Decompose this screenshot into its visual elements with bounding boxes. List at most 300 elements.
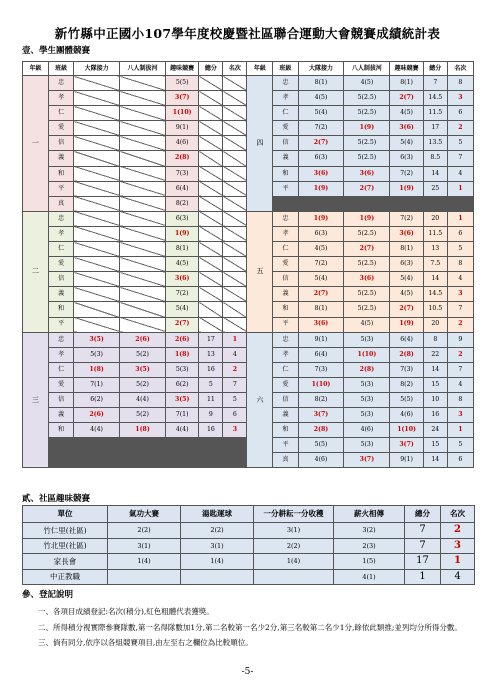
score-cell: 5 [199,377,223,392]
score-cell: 7(3) [165,166,198,181]
score-cell: 16 [423,408,447,423]
score-cell [223,106,247,121]
score-cell: 2 [447,317,473,332]
score-cell [223,257,247,272]
score-cell: 6 [447,106,473,121]
score-cell: 3(6) [344,272,390,287]
table-row [23,538,475,554]
score-cell [223,302,247,317]
score-cell [120,257,166,272]
score-cell: 2 [447,121,473,136]
score-cell: 10.5 [423,302,447,317]
score-cell: 14.5 [423,287,447,302]
class-cell: 孝 [49,91,74,106]
score-cell: 3(7) [298,408,344,423]
score-cell: 5(2.5) [344,302,390,317]
score-cell [181,569,254,585]
score-cell: 14 [423,362,447,377]
score-cell: 7(2) [390,211,423,226]
score-cell [199,317,223,332]
score-cell: 4(4) [165,423,198,438]
score-cell: 5(3) [344,392,390,407]
score-cell: 2(6) [74,408,120,423]
score-cell [199,242,223,257]
score-cell [120,181,166,196]
score-cell: 5(4) [298,272,344,287]
score-cell: 5 [223,392,247,407]
class-cell: 和 [273,302,298,317]
score-cell [199,76,223,91]
score-cell [120,91,166,106]
score-cell [120,242,166,257]
score-cell [223,91,247,106]
score-cell: 3(7) [390,438,423,453]
score-cell [108,569,181,585]
column-header: 年級 [247,62,273,76]
score-cell: 7(3) [390,362,423,377]
column-header: 八人制拔河 [344,62,390,76]
class-cell: 仁 [49,362,74,377]
score-cell: 2(7) [390,302,423,317]
column-header: 一分耕耘一分收穫 [254,506,334,523]
class-cell: 仁 [273,106,298,121]
column-header: 班級 [49,62,74,76]
column-header: 大隊接力 [298,62,344,76]
score-cell: 3 [447,408,473,423]
class-cell: 孝 [273,347,298,362]
score-cell: 1(9) [165,226,198,241]
score-cell: 25 [423,181,447,196]
score-cell: 4(6) [390,408,423,423]
class-cell: 平 [273,181,298,196]
score-cell: 11.5 [423,106,447,121]
score-cell [223,166,247,181]
column-header: 八人制拔河 [120,62,166,76]
table-header-row [23,506,475,523]
column-header: 名次 [441,506,475,523]
score-cell [199,226,223,241]
class-cell: 忠 [49,76,74,91]
score-cell: 7 [447,302,473,317]
score-cell: 13.5 [423,136,447,151]
score-cell: 8(1) [298,76,344,91]
score-cell [74,438,120,453]
score-cell: 1(9) [344,121,390,136]
score-cell: 9(1) [298,332,344,347]
class-cell: 愛 [49,121,74,136]
score-cell: 4(5) [298,242,344,257]
score-cell [120,121,166,136]
score-cell [120,453,166,468]
score-cell: 24 [423,423,447,438]
grade-cell: 二 [23,211,49,332]
score-cell: 1(8) [74,362,120,377]
score-cell: 2(3) [334,538,405,554]
score-cell [223,438,247,453]
score-cell: 3(1) [181,538,254,554]
score-cell: 5(2.5) [344,91,390,106]
score-cell: 7 [223,377,247,392]
score-cell: 13 [423,242,447,257]
score-cell: 2 [223,362,247,377]
class-cell: 義 [49,287,74,302]
score-cell: 5 [447,438,473,453]
page-title: 新竹縣中正國小107學年度校慶暨社區聯合運動大會競賽成績統計表 [54,26,441,41]
score-cell: 2(7) [165,317,198,332]
class-cell: 和 [273,166,298,181]
class-cell: 和 [49,423,74,438]
score-cell: 6 [447,453,473,468]
score-cell: 8 [447,392,473,407]
class-cell: 信 [49,392,74,407]
score-cell: 4 [447,377,473,392]
score-cell: 6(3) [390,257,423,272]
score-cell: 6(2) [165,377,198,392]
score-cell: 6(3) [298,151,344,166]
class-cell: 信 [49,136,74,151]
class-cell: 義 [273,287,298,302]
score-cell: 11 [199,392,223,407]
score-cell: 3(1) [108,538,181,554]
score-cell: 5(5) [298,438,344,453]
score-cell: 6(2) [74,392,120,407]
score-cell [223,287,247,302]
score-cell: 20 [423,211,447,226]
score-cell: 17 [423,121,447,136]
table-row [23,569,475,585]
score-cell: 1(10) [165,106,198,121]
score-cell: 6 [223,408,247,423]
score-cell: 6(3) [390,151,423,166]
score-cell [74,272,120,287]
class-cell: 義 [273,408,298,423]
score-cell: 1 [223,332,247,347]
class-cell [273,196,298,211]
score-cell: 16 [199,423,223,438]
score-cell: 3(6) [390,226,423,241]
table-header-row [23,62,474,76]
score-cell: 5(2.5) [344,226,390,241]
score-cell: 5(5) [165,76,198,91]
score-cell: 8 [447,76,473,91]
score-cell: 8 [423,332,447,347]
score-cell [199,121,223,136]
score-cell: 1 [405,569,441,585]
score-cell: 1(4) [254,554,334,570]
score-cell: 5(2.5) [344,106,390,121]
score-cell [199,438,223,453]
class-cell: 忠 [49,332,74,347]
score-cell: 2(7) [390,91,423,106]
score-cell: 1(8) [165,347,198,362]
class-cell: 真 [273,453,298,468]
score-cell: 8(1) [390,76,423,91]
column-header: 總分 [423,62,447,76]
class-cell: 孝 [273,91,298,106]
score-cell: 4(5) [165,257,198,272]
score-cell: 3(1) [254,523,334,539]
score-cell: 8(2) [165,196,198,211]
score-cell: 7 [447,151,473,166]
score-cell [390,196,423,211]
score-cell: 3 [441,538,475,554]
column-header: 湯匙運球 [181,506,254,523]
score-cell [74,166,120,181]
class-cell: 忠 [273,76,298,91]
score-cell: 4(6) [344,423,390,438]
class-cell: 平 [49,317,74,332]
score-cell [223,121,247,136]
score-cell: 1 [447,181,473,196]
score-cell: 8(1) [165,242,198,257]
score-cell [223,272,247,287]
class-cell: 平 [273,438,298,453]
score-cell [223,76,247,91]
score-cell: 17 [199,332,223,347]
score-cell [223,453,247,468]
score-cell: 2(8) [298,423,344,438]
score-cell: 2 [441,523,475,539]
score-cell: 5(3) [344,332,390,347]
score-cell: 3 [447,91,473,106]
score-cell: 8(2) [390,377,423,392]
score-cell [165,453,198,468]
score-cell: 5(2) [120,347,166,362]
section1-heading: 壹、學生團體競賽 [22,46,91,56]
class-cell: 愛 [273,121,298,136]
score-cell: 4(5) [344,76,390,91]
score-cell: 4 [223,347,247,362]
grade-cell: 一 [23,76,49,212]
score-cell: 5(3) [344,408,390,423]
score-cell: 9 [447,332,473,347]
score-cell [120,196,166,211]
score-cell: 7(1) [165,408,198,423]
score-cell [199,151,223,166]
score-cell: 4(4) [120,392,166,407]
score-cell [74,136,120,151]
score-cell [120,166,166,181]
score-cell: 3(5) [165,392,198,407]
score-cell [199,453,223,468]
score-cell: 6(3) [165,211,198,226]
score-cell: 5(2.5) [344,257,390,272]
score-cell: 2(2) [181,523,254,539]
column-header: 薪火相傳 [334,506,405,523]
score-cell [298,196,344,211]
score-cell [74,121,120,136]
score-cell: 10 [423,392,447,407]
score-cell: 1(10) [298,377,344,392]
class-cell: 仁 [49,106,74,121]
score-cell: 5(3) [344,377,390,392]
section3-heading: 參、登記說明 [22,590,74,600]
score-cell: 1(10) [390,423,423,438]
score-cell: 15 [423,438,447,453]
score-cell [423,196,447,211]
class-cell: 義 [49,151,74,166]
score-cell: 4(4) [74,423,120,438]
grade-cell: 五 [247,211,273,332]
class-cell: 信 [273,272,298,287]
score-cell: 5(4) [165,302,198,317]
score-cell: 3(7) [344,453,390,468]
class-cell: 仁 [49,242,74,257]
class-cell: 愛 [273,377,298,392]
grade-cell: 六 [247,332,273,468]
score-cell [74,91,120,106]
score-cell [223,226,247,241]
score-cell: 3 [447,287,473,302]
score-cell: 3(2) [334,523,405,539]
score-cell [74,257,120,272]
score-cell: 20 [423,317,447,332]
class-cell: 愛 [49,257,74,272]
score-cell: 6(4) [390,332,423,347]
class-cell: 信 [273,392,298,407]
score-cell: 2(6) [120,332,166,347]
score-cell: 7(1) [74,377,120,392]
score-cell: 7 [447,362,473,377]
score-cell: 1(9) [298,181,344,196]
score-cell: 2(8) [390,347,423,362]
score-cell: 5(2.5) [344,151,390,166]
score-cell: 8 [447,257,473,272]
score-cell [120,76,166,91]
score-cell: 5(3) [74,347,120,362]
score-cell [120,317,166,332]
score-cell: 4 [447,166,473,181]
score-cell [74,453,120,468]
score-cell [223,136,247,151]
score-cell: 2(2) [108,523,181,539]
score-cell: 4(5) [390,287,423,302]
score-cell: 14 [423,166,447,181]
class-cell: 和 [273,423,298,438]
class-cell: 仁 [273,242,298,257]
score-cell [120,136,166,151]
score-cell: 2(2) [254,538,334,554]
score-cell: 1(9) [390,181,423,196]
score-cell [74,287,120,302]
unit-cell: 竹北里(社區) [23,538,108,554]
score-cell: 2(7) [344,181,390,196]
score-cell [223,196,247,211]
score-cell: 4(5) [298,91,344,106]
score-cell [120,226,166,241]
column-header: 大隊接力 [74,62,120,76]
score-cell [74,242,120,257]
score-cell: 7(2) [298,257,344,272]
score-cell: 7 [405,538,441,554]
score-cell: 8(1) [390,242,423,257]
score-cell: 1 [447,211,473,226]
score-cell [344,196,390,211]
score-cell: 15 [423,377,447,392]
score-cell: 11.5 [423,226,447,241]
score-cell: 4(5) [390,106,423,121]
column-header: 趣味競賽 [390,62,423,76]
score-cell [74,181,120,196]
score-cell [74,196,120,211]
score-cell [165,438,198,453]
score-cell [199,181,223,196]
score-cell: 4(5) [344,317,390,332]
score-cell: 5(2) [120,377,166,392]
score-cell: 6(3) [298,226,344,241]
score-cell: 2 [447,347,473,362]
note-item: 三、倘有同分,依序以各組競賽項目,由左至右之欄位為比較順位。 [38,638,253,647]
score-cell: 3(6) [390,121,423,136]
class-cell: 平 [273,317,298,332]
score-cell: 1(8) [120,423,166,438]
score-cell: 6 [447,226,473,241]
score-cell [120,211,166,226]
score-cell [120,272,166,287]
unit-cell: 中正教職 [23,569,108,585]
score-cell: 5(5) [390,392,423,407]
table-row [23,76,474,91]
column-header: 名次 [447,62,473,76]
score-cell: 9 [199,408,223,423]
score-cell [223,211,247,226]
score-cell: 3(6) [298,166,344,181]
score-cell: 14.5 [423,91,447,106]
score-cell: 2(7) [298,136,344,151]
score-cell: 4 [447,272,473,287]
score-cell: 8(1) [298,302,344,317]
score-cell [74,151,120,166]
score-cell [199,302,223,317]
score-cell: 9(1) [165,121,198,136]
student-score-table [22,61,474,468]
score-cell [199,211,223,226]
score-cell [199,287,223,302]
class-cell: 信 [49,272,74,287]
score-cell: 7 [405,523,441,539]
class-cell: 信 [273,136,298,151]
score-cell [254,569,334,585]
score-cell: 2(8) [344,362,390,377]
score-cell: 7 [423,76,447,91]
score-cell [199,257,223,272]
notes-section [22,588,474,653]
score-cell [120,151,166,166]
score-cell: 4(6) [165,136,198,151]
score-cell: 5(2) [120,408,166,423]
score-cell: 22 [423,347,447,362]
class-cell: 忠 [273,332,298,347]
score-cell: 1(5) [334,554,405,570]
page-number: -5- [241,667,254,677]
score-cell: 4(6) [298,453,344,468]
class-cell [49,438,74,453]
column-header: 單位 [23,506,108,523]
score-cell [223,242,247,257]
note-item: 一、各項目成績登記:名次(積分),紅色粗體代表獲獎。 [38,607,214,616]
score-cell: 5(2.5) [344,287,390,302]
score-cell [120,438,166,453]
score-cell [223,181,247,196]
score-cell: 16 [199,362,223,377]
score-cell: 5(4) [298,106,344,121]
score-cell: 1(9) [298,211,344,226]
section2-heading: 貳、社區趣味競賽 [22,494,91,504]
grade-cell: 四 [247,76,273,212]
score-cell: 6(4) [165,181,198,196]
score-cell [74,302,120,317]
score-cell [120,302,166,317]
